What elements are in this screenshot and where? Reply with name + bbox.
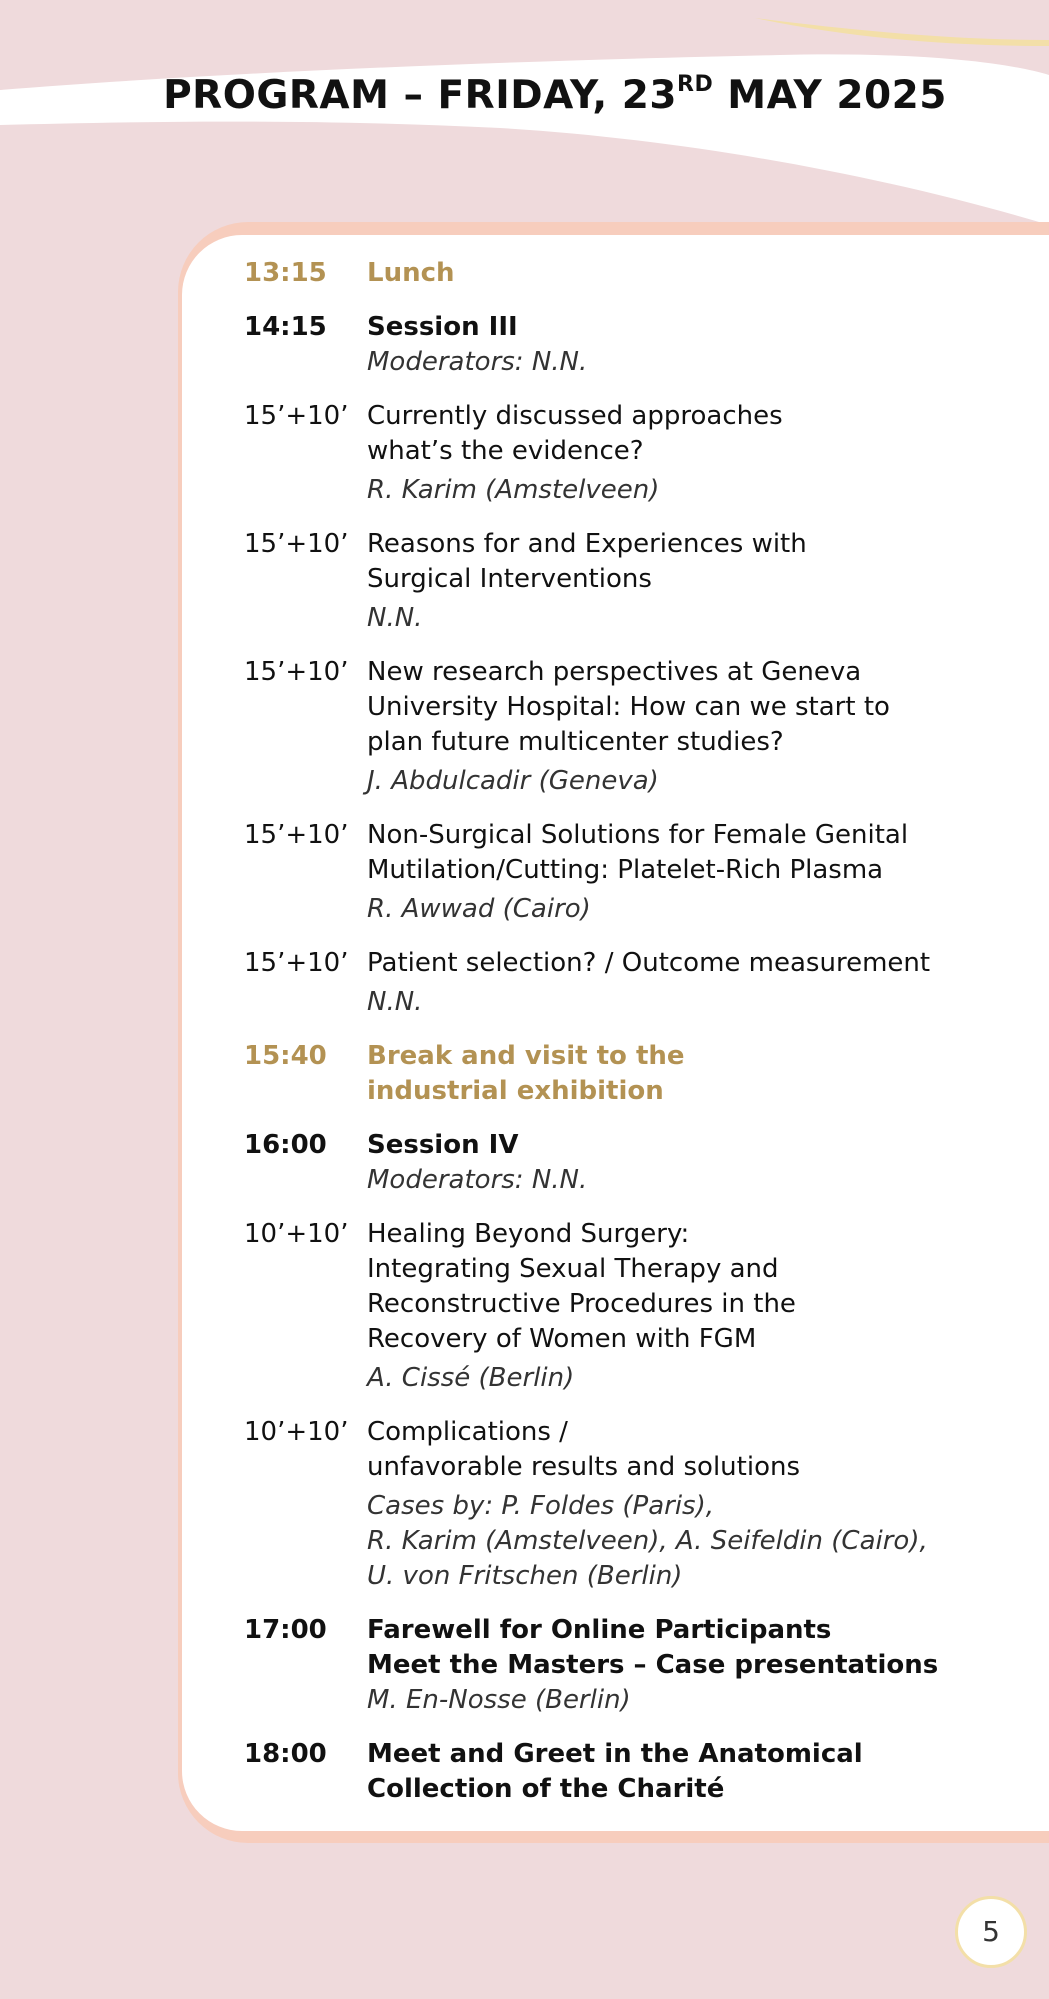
program-time: 15’+10’ [244, 657, 349, 687]
program-title-line: plan future multicenter studies? [367, 727, 784, 757]
page-title-superscript: RD [677, 72, 714, 97]
program-row [244, 655, 984, 799]
program-row [244, 310, 984, 380]
program-row [244, 527, 984, 636]
program-title-line: Farewell for Online Participants [367, 1615, 832, 1645]
program-title-line: industrial exhibition [367, 1076, 664, 1106]
page-number: 5 [955, 1896, 1027, 1968]
program-title-line: Complications / [367, 1417, 568, 1447]
program-detail [367, 1613, 984, 1718]
program-speaker: R. Awwad (Cairo) [367, 894, 591, 924]
program-time: 15:40 [244, 1041, 327, 1071]
program-detail [367, 310, 984, 380]
program-title-line: Collection of the Charité [367, 1774, 725, 1804]
program-row [244, 399, 984, 508]
program-time: 17:00 [244, 1615, 327, 1645]
program-detail [367, 1415, 984, 1594]
program-title-line: Reconstructive Procedures in the [367, 1289, 796, 1319]
program-speaker: M. En-Nosse (Berlin) [367, 1685, 631, 1715]
program-speaker: J. Abdulcadir (Geneva) [367, 766, 659, 796]
program-title-line: what’s the evidence? [367, 436, 644, 466]
program-time: 15’+10’ [244, 948, 349, 978]
program-title-line: University Hospital: How can we start to [367, 692, 890, 722]
program-detail [367, 818, 984, 927]
program-title-line: Recovery of Women with FGM [367, 1324, 757, 1354]
program-title-line: Patient selection? / Outcome measurement [367, 948, 931, 978]
program-title-line: Currently discussed approaches [367, 401, 783, 431]
program-title-line: Meet the Masters – Case presentations [367, 1650, 939, 1680]
program-time: 18:00 [244, 1739, 327, 1769]
program-title-line: Lunch [367, 258, 455, 288]
program-list [244, 256, 984, 1826]
program-speaker: U. von Fritschen (Berlin) [367, 1561, 683, 1591]
program-detail [367, 1039, 984, 1109]
page-title-prefix: PROGRAM – FRIDAY, 23 [163, 73, 677, 118]
program-row [244, 946, 984, 1020]
program-title-line: Non-Surgical Solutions for Female Genital [367, 820, 909, 850]
page-title-suffix: MAY 2025 [713, 73, 947, 118]
program-speaker: N.N. [367, 987, 423, 1017]
program-detail [367, 946, 984, 1020]
program-time: 16:00 [244, 1130, 327, 1160]
program-speaker: N.N. [367, 603, 423, 633]
program-time: 15’+10’ [244, 820, 349, 850]
program-detail [367, 399, 984, 508]
program-detail [367, 1737, 984, 1807]
program-detail [367, 1128, 984, 1198]
program-speaker: Moderators: N.N. [367, 1165, 588, 1195]
program-row [244, 1613, 984, 1718]
program-time: 15’+10’ [244, 401, 349, 431]
program-row [244, 1415, 984, 1594]
program-speaker: A. Cissé (Berlin) [367, 1363, 575, 1393]
program-title-line: unfavorable results and solutions [367, 1452, 800, 1482]
program-speaker: Cases by: P. Foldes (Paris), [367, 1491, 715, 1521]
program-detail [367, 655, 984, 799]
program-time: 14:15 [244, 312, 327, 342]
program-title-line: Reasons for and Experiences with [367, 529, 807, 559]
program-detail [367, 256, 984, 291]
program-time: 10’+10’ [244, 1219, 349, 1249]
program-detail [367, 1217, 984, 1396]
program-speaker: Moderators: N.N. [367, 347, 588, 377]
program-row [244, 1128, 984, 1198]
program-row [244, 1039, 984, 1109]
program-row [244, 818, 984, 927]
program-title-line: Surgical Interventions [367, 564, 652, 594]
program-time: 15’+10’ [244, 529, 349, 559]
program-speaker: R. Karim (Amstelveen) [367, 475, 660, 505]
program-row [244, 256, 984, 291]
program-title-line: Session III [367, 312, 518, 342]
program-detail [367, 527, 984, 636]
program-title-line: Meet and Greet in the Anatomical [367, 1739, 863, 1769]
program-row [244, 1737, 984, 1807]
program-time: 10’+10’ [244, 1417, 349, 1447]
page-title [0, 72, 1049, 118]
program-title-line: New research perspectives at Geneva [367, 657, 862, 687]
program-speaker: R. Karim (Amstelveen), A. Seifeldin (Cairo), [367, 1526, 928, 1556]
program-title-line: Break and visit to the [367, 1041, 685, 1071]
program-time: 13:15 [244, 258, 327, 288]
program-title-line: Integrating Sexual Therapy and [367, 1254, 779, 1284]
program-row [244, 1217, 984, 1396]
program-title-line: Session IV [367, 1130, 519, 1160]
program-title-line: Mutilation/Cutting: Platelet-Rich Plasma [367, 855, 884, 885]
program-title-line: Healing Beyond Surgery: [367, 1219, 690, 1249]
